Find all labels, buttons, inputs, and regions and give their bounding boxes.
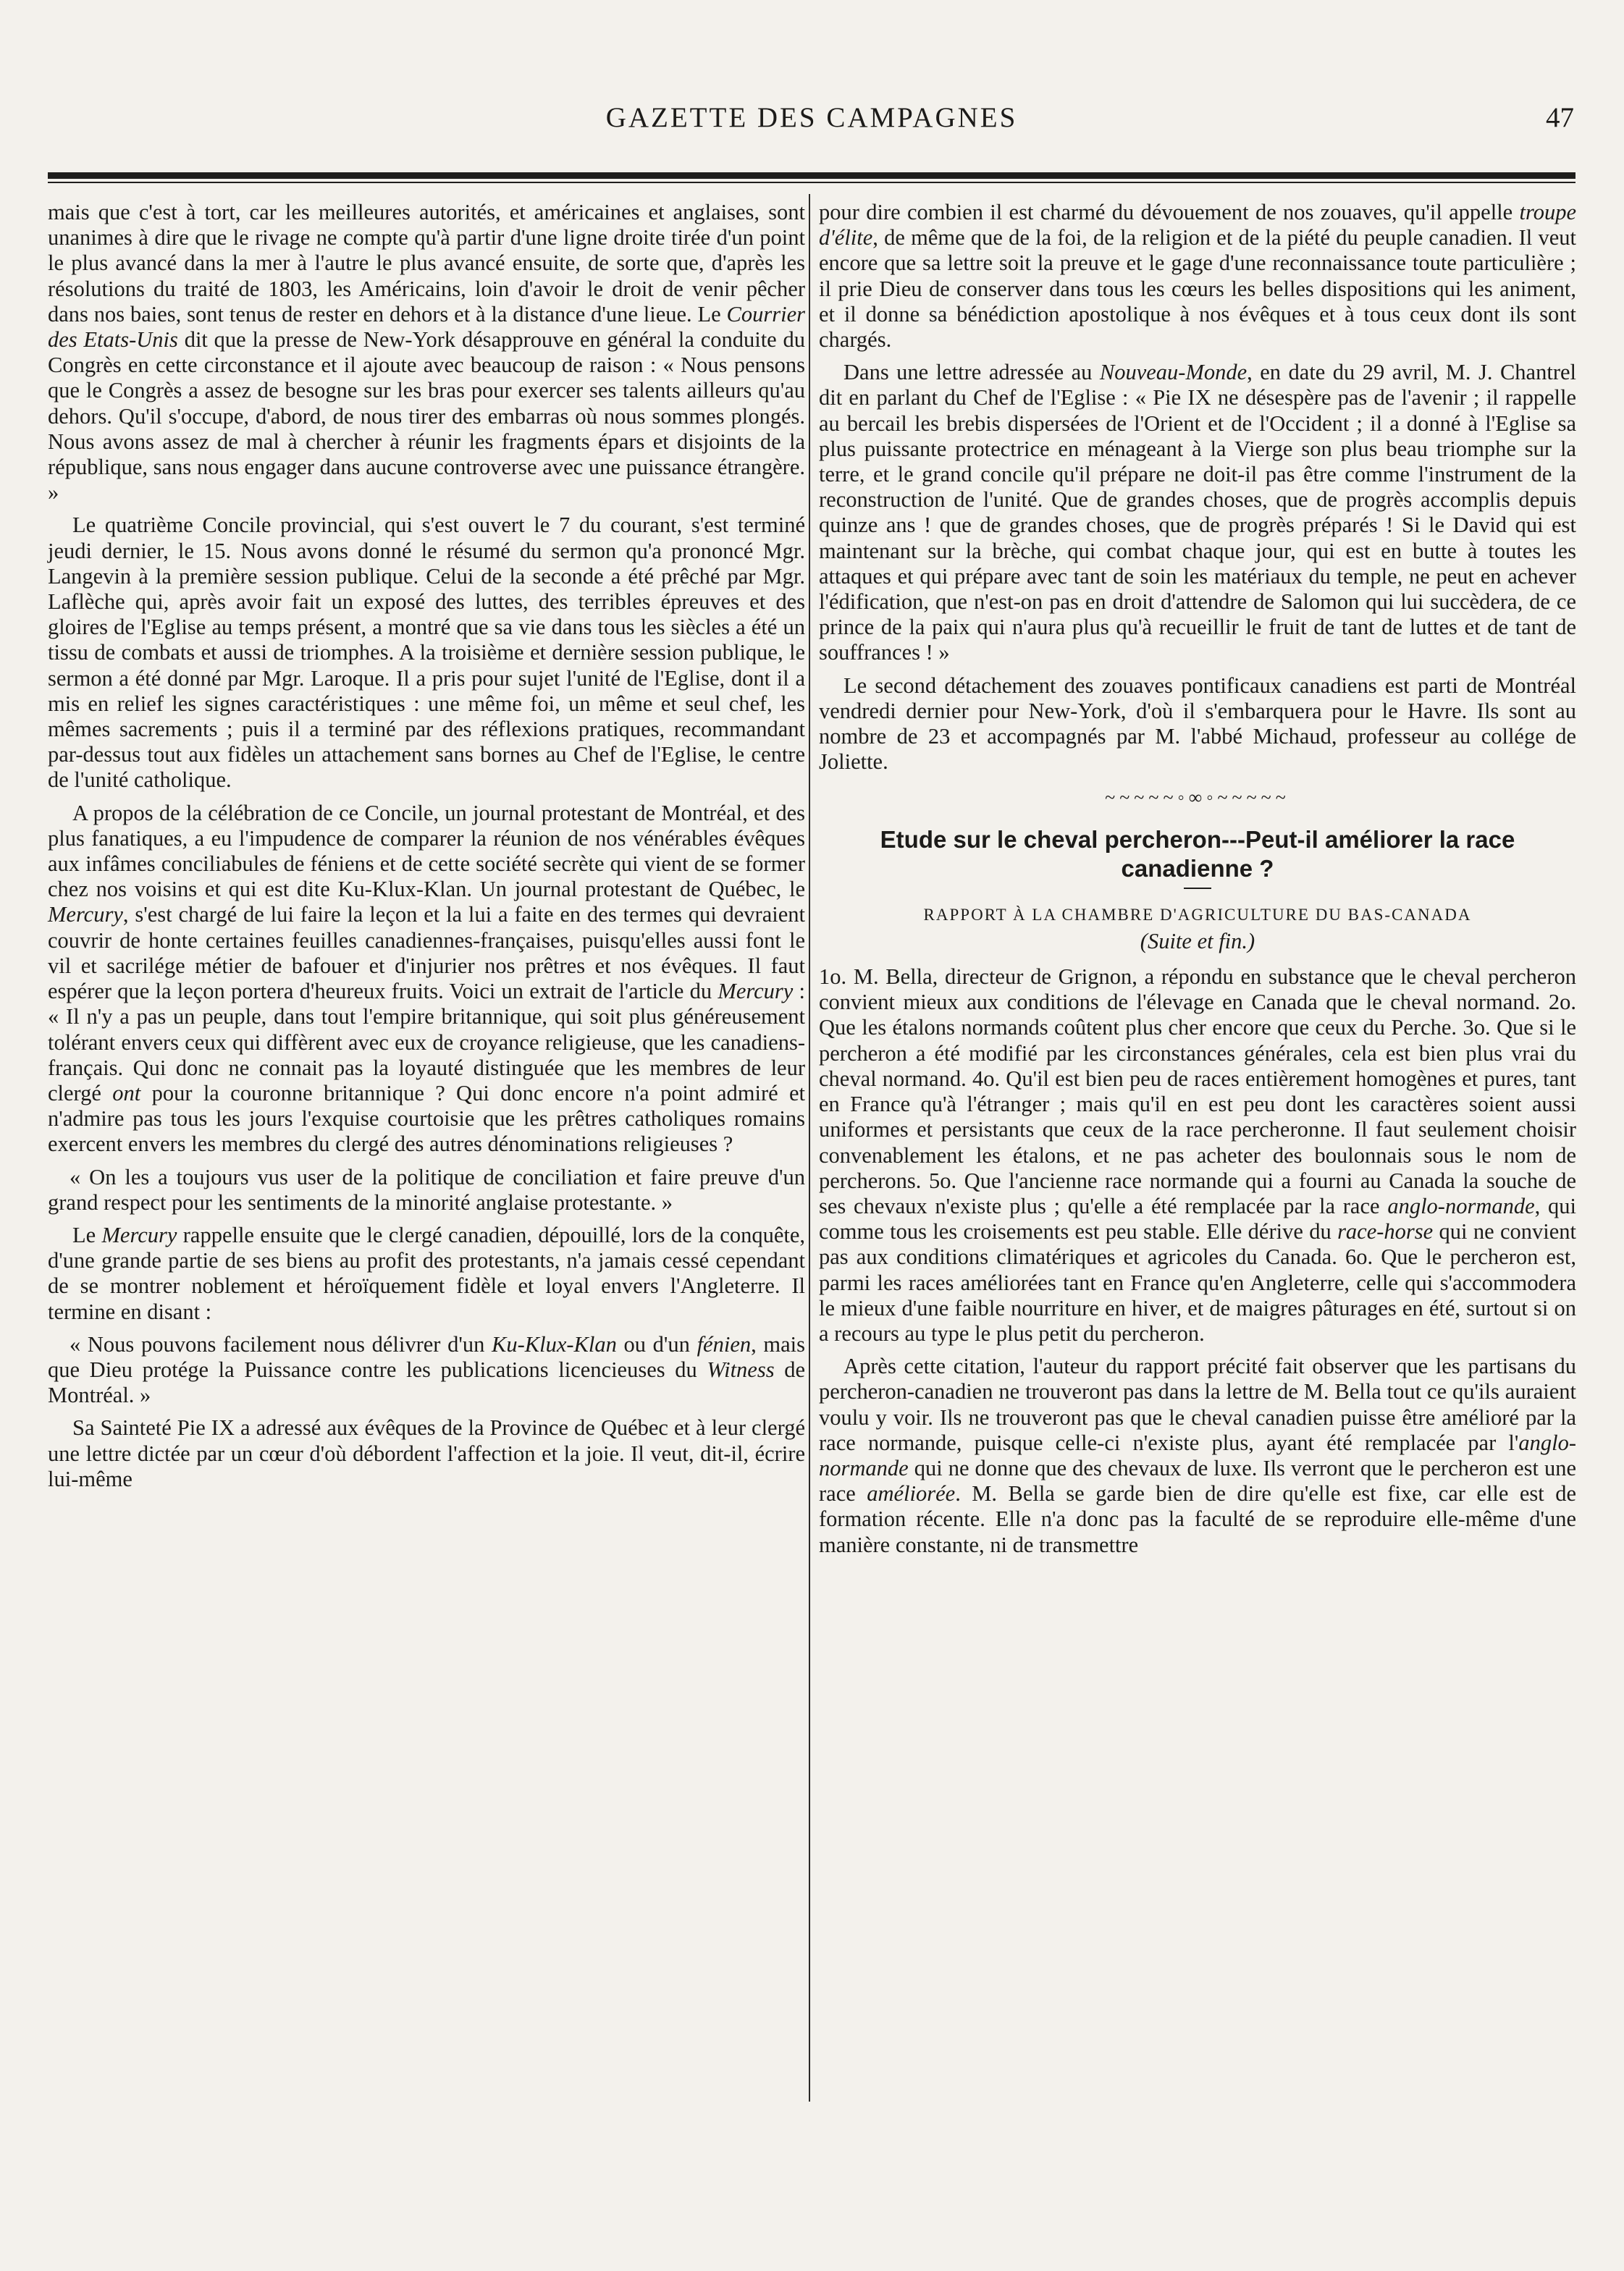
paragraph-zouaves: [819, 200, 1576, 353]
newspaper-name: Nouveau-Monde: [1099, 360, 1248, 385]
text: Dans une lettre adressée au: [843, 360, 1093, 385]
text: , de même que de la foi, de la religion et de la piété du peuple canadien. Il veut encore que sa lettre soit la preuve et le gage d'une reconnaissance toute particulière ; il prie Dieu de conserver dans tous les cœurs les belles dispositions qui les animent, et il donne sa bénédiction apostolique à nos évêques et à tous ceux dont ils sont chargés.: [819, 225, 1576, 353]
text: . M. Bella se garde bien de dire qu'elle est fixe, car elle est de formation récente. Elle n'a donc pas la faculté de se reproduire elle-même d'une manière constante, ni de transmettre: [819, 1481, 1576, 1557]
emphasis: troupe d'élite: [819, 200, 1576, 250]
emphasis: race-horse: [1337, 1219, 1434, 1244]
text: rappelle ensuite que le clergé canadien, dépouillé, lors de la conquête, d'une grande partie de ses biens au profit des protestants, n'a jamais cessé cependant de se montrer noblement et héroïquement fidèle et loyal envers l'Angleterre. Il termine en disant :: [48, 1222, 806, 1324]
column-divider: [809, 194, 810, 2102]
paragraph-mercury-recall: [48, 1223, 805, 1325]
page-number: 47: [1546, 102, 1574, 133]
paragraph-pius-letter: Sa Sainteté Pie IX a adressé aux évêques de la Province de Québec et à leur clergé une lettre dictée par un cœur d'où débordent l'affection et la joie. Il veut, dit-il, écrire lui-même: [48, 1415, 805, 1491]
newspaper-name: Courrier des Etats-Unis: [48, 301, 806, 353]
paragraph-bella: [819, 964, 1576, 1347]
text: Après cette citation, l'auteur du rapport précité fait observer que les partisans du percheron-canadien ne trouveront pas dans la lettre de M. Bella tout ce qu'ils auraient voulu y voir. Ils ne trouveront pas que le cheval canadien puisse être amélioré par la race normande, puisque celle-ci n'existe plus, ayant été remplacée par l': [819, 1354, 1576, 1455]
text: mais que c'est à tort, car les meilleures autorités, et américaines et anglaises, sont unanimes à dire que le rivage ne compte qu'à partir d'une ligne droite tirée d'un point le plus avancé dans la mer à l'autre le plus avancé ensuite, de sorte que, d'après les résolutions du traité de 1803, les Américains, loin d'avoir le droit de venir pêcher dans nos baies, sont tenus de rester en dehors et à la distance d'une lieue. Le: [48, 200, 805, 326]
text: pour dire combien il est charmé du dévouement de nos zouaves, qu'il appelle: [819, 200, 1513, 224]
heading-rule: [1184, 888, 1211, 889]
header-rule-thin: [48, 182, 1575, 183]
text: ou d'un: [623, 1331, 690, 1357]
report-subtitle: (Suite et fin.): [1140, 928, 1255, 953]
paragraph-detachment: Le second détachement des zouaves pontificaux canadiens est parti de Montréal vendredi dernier pour New-York, d'où il s'embarquera pour le Havre. Ils sont au nombre de 23 et accompagnés par M. l'abbé Michaud, professeur au collége de Joliette.: [819, 673, 1576, 775]
journal-title: GAZETTE DES CAMPAGNES: [605, 102, 1018, 133]
emphasis: améliorée: [867, 1481, 956, 1507]
quote-kuklux: [48, 1332, 805, 1409]
emphasis: fénien: [697, 1331, 752, 1357]
text: : « Il n'y a pas un peuple, dans tout l'empire britannique, qui soit plus généreusement tolérant envers ceux qui diffèrent avec eux de croyance religieuse, que les canadiens-français. Qui donc ne connait pas la loyauté distinguée que les membres de leur clergé: [48, 979, 805, 1105]
running-head: [48, 101, 1575, 145]
text: qui ne donne que des chevaux de luxe. Ils verront que le percheron est une race: [819, 1455, 1577, 1507]
text: « Nous pouvons facilement nous délivrer d'un: [70, 1331, 485, 1357]
text: Le: [72, 1222, 96, 1247]
paragraph-mercury: [48, 801, 805, 1158]
article-heading: Etude sur le cheval percheron---Peut-il améliorer la race canadienne ?: [880, 825, 1515, 882]
paragraph-concile: Le quatrième Concile provincial, qui s'est ouvert le 7 du courant, s'est terminé jeudi dernier, le 15. Nous avons donné le résumé du sermon qu'a prononcé Mgr. Langevin à la première session publique. Celui de la seconde a été prêché par Mgr. Laflèche qui, après avoir fait un exposé des luttes, des terribles épreuves et des gloires de l'Eglise au temps présent, a montré que sa vie dans tous les siècles a été un tissu de combats et aussi de triomphes. A la troisième et dernière session publique, le sermon a été donné par Mgr. Laroque. Il a pris pour sujet l'unité de l'Eglise, dont il a mis en relief les signes caractéristiques : une même foi, un même et seul chef, les mêmes sacrements ; puis il a terminé par des réflexions pratiques, recommandant par-dessus tout aux fidèles un attachement sans bornes au Chef de l'Eglise, le centre de l'unité catholique.: [48, 513, 805, 793]
report-label: RAPPORT À LA CHAMBRE D'AGRICULTURE DU BAS-CANADA: [923, 905, 1472, 924]
text: dit que la presse de New-York désapprouve en général la conduite du Congrès en cette circonstance et il ajoute avec beaucoup de raison : « Nous pensons que le Congrès a assez de besogne sur les bras pour exercer ses talents ailleurs qu'au dehors. Qu'il s'occupe, d'abord, de nous tirer des embarras où nous sommes plongés. Nous avons assez de mal à chercher à réunir les fragments épars et disjoints de la république, sans nous engager dans aucune controverse avec une puissance étrangère. »: [48, 327, 805, 505]
paragraph-conclusion: [819, 1354, 1576, 1558]
left-column: [48, 200, 805, 1499]
quote-conciliation: « On les a toujours vus user de la politique de conciliation et faire preuve d'un grand respect pour les sentiments de la minorité anglaise protestante. »: [48, 1164, 805, 1215]
emphasis: Ku-Klux-Klan: [492, 1331, 617, 1357]
text: qui ne convient pas aux conditions climatériques et agricoles du Canada. 6o. Que le percheron est, parmi les races améliorées tant en France qu'en Angleterre, celle qui s'accommodera le mieux d'une faible nourriture en hiver, et de maigres pâturages en été, surtout si on a recours au type le plus petit du percheron.: [819, 1219, 1577, 1346]
text: pour la couronne britannique ? Qui donc encore n'a point admiré et n'admire pas tous les jours l'exquise courtoisie que les prêtres catholiques romains exercent envers les membres du clergé des autres dénominations religieuses ?: [48, 1080, 805, 1157]
text: de Montréal. »: [48, 1357, 806, 1408]
paragraph-fisheries: [48, 200, 805, 505]
ornament-divider: ~~~~~◦∞◦~~~~~: [1105, 787, 1290, 809]
text: , mais que Dieu protége la Puissance contre les publications licencieuses du: [48, 1331, 805, 1382]
text: 1o. M. Bella, directeur de Grignon, a répondu en substance que le cheval percheron convient mieux aux conditions de l'élevage en Canada que le cheval normand. 2o. Que les étalons normands coûtent plus cher encore que ceux du Perche. 3o. Que si le percheron a été modifié par les circonstances générales, cela est bien plus vrai du cheval normand. 4o. Qu'il est bien peu de races entièrement homogènes et pures, tant en France qu'à l'étranger ; mais qu'il en est peu dont les caractères soient aussi uniformes et persistants que ceux de la race percheronne. Il faut seulement choisir convenablement les étalons, et ne pas acheter des boulonnais sous le nom de percherons. 5o. Que l'ancienne race normande qui a fourni au Canada la souche de ses chevaux n'existe plus ; qu'elle a été remplacée par la race: [819, 964, 1576, 1218]
paragraph-chantrel: [819, 360, 1576, 665]
right-column: [819, 200, 1576, 1565]
emphasis: ont: [112, 1080, 141, 1105]
header-rule-thick: [48, 172, 1575, 179]
newspaper-name: Mercury: [48, 902, 123, 927]
newspaper-name: Mercury: [718, 979, 794, 1004]
emphasis: anglo-normande: [1387, 1193, 1535, 1218]
text: , s'est chargé de lui faire la leçon et la lui a faite en des termes qui devraient couvrir de honte certaines feuilles canadiennes-françaises, puisqu'elles aussi font le vil et sacrilége métier de bafouer et d'injurier nos prêtres et nos évêques. Il faut espérer que la leçon portera d'heureux fruits. Voici un extrait de l'article du: [48, 902, 805, 1004]
text: A propos de la célébration de ce Concile, un journal protestant de Montréal, et des plus fanatiques, a eu l'impudence de comparer la réunion de nos vénérables évêques aux infâmes conciliabules de féniens et de cette société secrète qui vient de se former chez nos voisins et qui est dite Ku-Klux-Klan. Un journal protestant de Québec, le: [48, 800, 805, 902]
emphasis: anglo-normande: [819, 1430, 1576, 1480]
text: , en date du 29 avril, M. J. Chantrel dit en parlant du Chef de l'Eglise : « Pie IX ne désespère pas de l'avenir ; il rappelle au bercail les brebis dispersées de l'Orient et de l'Occident ; il a donné à l'Eglise sa plus puissante protectrice en ménageant à la Vierge son plus beau triomphe sur la terre, et le grand concile qu'il prépare ne doit-il pas être comme l'instrument de la reconstruction de l'unité. Que de grandes choses, que de progrès accomplis depuis quinze ans ! que de grandes choses, que de progrès préparés ! Si le David qui est maintenant sur la brèche, qui combat chaque jour, qui est en butte à toutes les attaques et qui prépare avec tant de soin les matériaux du temple, ne peut en achever l'édification, que n'est-on pas en droit d'attendre de Salomon qui lui succèdera, de ce prince de la paix qui n'aura plus qu'à recueillir le fruit de tant de luttes et de tant de souffrances ! »: [819, 360, 1576, 665]
newspaper-name: Witness: [707, 1357, 775, 1382]
text: , qui comme tous les croisements est peu stable. Elle dérive du: [819, 1193, 1576, 1244]
newspaper-name: Mercury: [101, 1222, 177, 1247]
